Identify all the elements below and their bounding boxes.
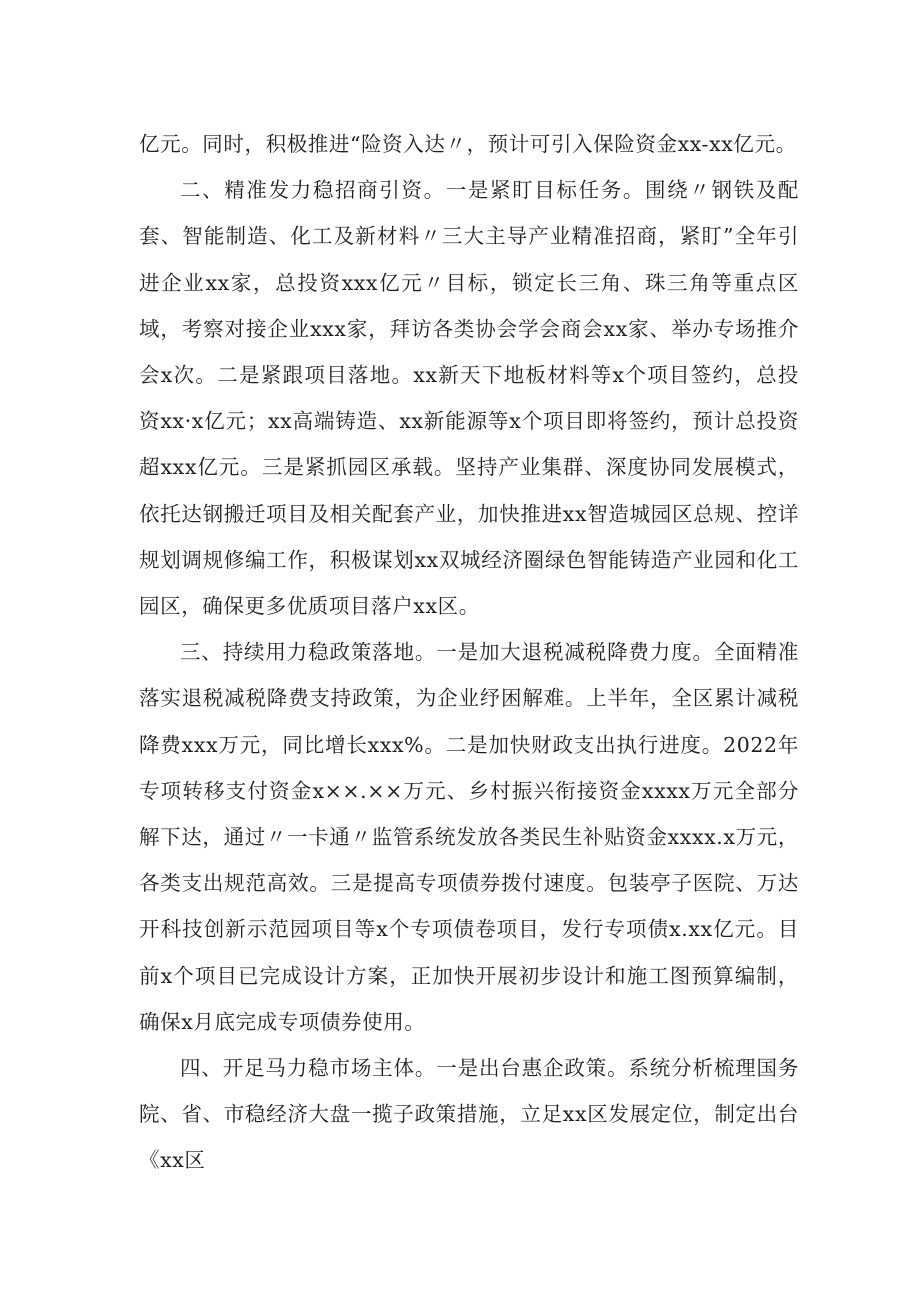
document-body xyxy=(139,121,799,1184)
paragraph-continuation: 亿元。同时，积极推进“险资入达〃，预计可引入保险资金xx-xx亿元。 xyxy=(139,132,797,156)
paragraph-investment-attraction: 二、精准发力稳招商引资。一是紧盯目标任务。围绕〃钢铁及配套、智能制造、化工及新材料〃三大主导产业精准招商，紧盯”全年引进企业xx家，总投资xxx亿元〃目标，锁定长三角、珠三角等重点区域，考察对接企业xxx家，拜访各类协会学会商会xx家、举办专场推介会x次。二是紧跟项目落地。xx新天下地板材料等x个项目签约，总投资xx·x亿元；xx高端铸造、xx新能源等x个项目即将签约，预计总投资超xxx亿元。三是紧抓园区承载。坚持产业集群、深度协同发展模式，依托达钢搬迁项目及相关配套产业，加快推进xx智造城园区总规、控详规划调规修编工作，积极谋划xx双城经济圈绿色智能铸造产业园和化工园区，确保更多优质项目落户xx区。 xyxy=(139,178,799,619)
paragraph-policy-implementation: 三、持续用力稳政策落地。一是加大退税减税降费力度。全面精准落实退税减税降费支持政策，为企业纾困解难。上半年，全区累计减税降费xxx万元，同比增长xxx%。二是加快财政支出执行进度。2022年专项转移支付资金x××.××万元、乡村振兴衔接资金xxxx万元全部分解下达，通过〃一卡通〃监管系统发放各类民生补贴资金xxxx.x万元，各类支出规范高效。三是提高专项债券拨付速度。包装亭子医院、万达开科技创新示范园项目等x个专项债卷项目，发行专项债x.xx亿元。目前x个项目已完成设计方案，正加快开展初步设计和施工图预算编制，确保x月底完成专项债券使用。 xyxy=(139,640,799,1034)
paragraph-market-entities: 四、开足马力稳市场主体。一是出台惠企政策。系统分析梳理国务院、省、市稳经济大盘一揽子政策措施，立足xx区发展定位，制定出台《xx区 xyxy=(139,1056,799,1173)
